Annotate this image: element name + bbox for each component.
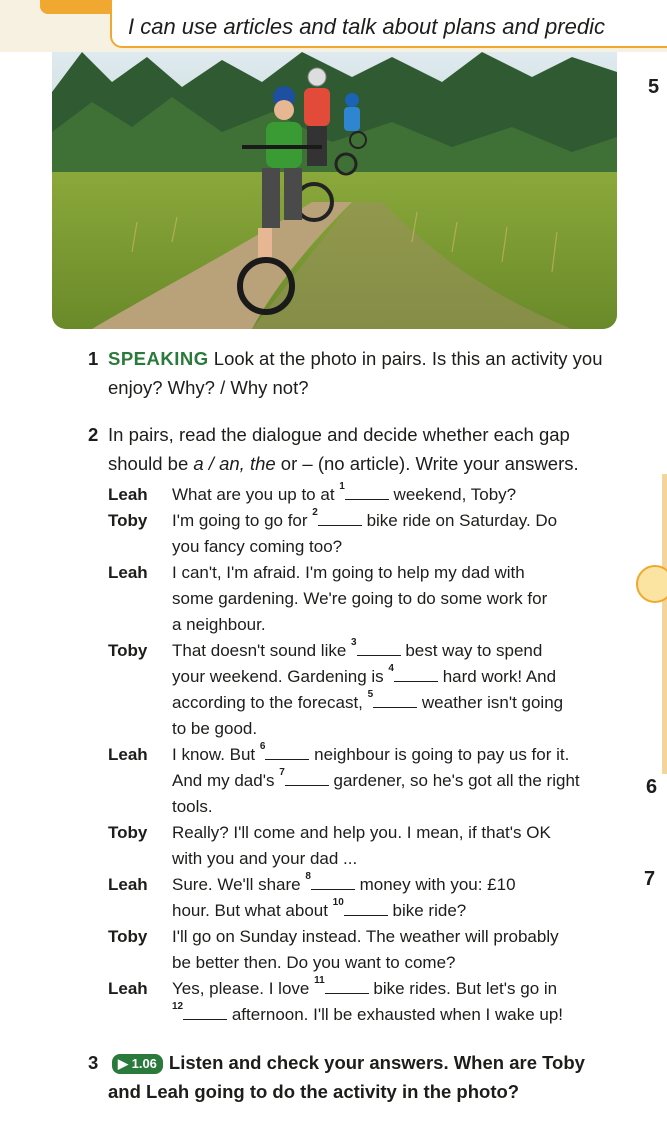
dialogue-line: And my dad's $^7$ gardener, so he's got all the right [172, 767, 580, 790]
dialogue-line: according to the forecast, $^5$ weather isn't going [172, 689, 564, 712]
speaker-name: Leah [108, 875, 148, 894]
dialogue-line: hour. But what about $^{10}$ bike ride? [172, 897, 467, 920]
exercise-3-number: 3 [88, 1052, 99, 1073]
dialogue-line: some gardening. We're going to do some work for [172, 589, 548, 608]
dialogue-line: Sure. We'll share $^8$ money with you: £10 [172, 871, 516, 894]
answer-gap[interactable] [183, 1003, 227, 1020]
gap-number: 3 [351, 637, 357, 648]
exercise-2-line-2: should be a / an, the or – (no article). Write your answers. [108, 453, 579, 474]
exercise-1-line-1: Look at the photo in pairs. Is this an activity you [213, 348, 603, 369]
dialogue-line: a neighbour. [172, 615, 266, 634]
speaker-name: Leah [108, 979, 148, 998]
dialogue-line: I can't, I'm afraid. I'm going to help my dad with [172, 563, 525, 582]
gap-number: 1 [339, 481, 345, 492]
exercise-3-line-2: and Leah going to do the activity in the photo? [108, 1081, 520, 1102]
answer-gap[interactable] [311, 873, 355, 890]
side-number-7: 7 [644, 868, 656, 890]
gap-number: 10 [332, 897, 344, 908]
exercise-3-line-1: Listen and check your answers. When are Toby [168, 1052, 585, 1073]
exercise-1 [88, 344, 603, 402]
answer-gap[interactable] [373, 691, 417, 708]
speaker-name: Toby [108, 641, 148, 660]
gap-number: 2 [312, 507, 318, 518]
answer-gap[interactable] [325, 977, 369, 994]
speaker-name: Toby [108, 511, 148, 530]
audio-track-badge[interactable]: ▶ 1.06 [112, 1054, 163, 1074]
gap-number: 11 [314, 975, 325, 986]
dialogue-line: Really? I'll come and help you. I mean, if that's OK [172, 823, 551, 842]
exercise-1-number: 1 [88, 348, 99, 369]
cycling-photo [52, 52, 617, 329]
answer-gap[interactable] [318, 509, 362, 526]
gap-number: 6 [259, 741, 266, 752]
answer-gap[interactable] [265, 743, 309, 760]
dialogue-line: I'm going to go for $^2$ bike ride on Saturday. Do [172, 507, 558, 530]
exercise-2-number: 2 [88, 424, 99, 445]
answer-gap[interactable] [344, 899, 388, 916]
answer-gap[interactable] [285, 769, 329, 786]
speaker-name: Toby [108, 927, 148, 946]
lesson-objective: I can use articles and talk about plans and predic [128, 14, 605, 39]
dialogue-line: you fancy coming too? [172, 537, 343, 556]
speaker-name: Leah [108, 485, 148, 504]
side-panel-edge [662, 474, 667, 774]
dialogue-line: be better then. Do you want to come? [172, 953, 456, 972]
dialogue-line: tools. [172, 797, 213, 816]
dialogue-line: What are you up to at $^1$ weekend, Toby? [172, 481, 517, 504]
dialogue-line: I'll go on Sunday instead. The weather will probably [172, 927, 559, 946]
dialogue-line: $^{12}$ afternoon. I'll be exhausted when I wake up! [172, 1001, 564, 1024]
dialogue-line: I know. But $^6$ neighbour is going to pay us for it. [172, 741, 570, 764]
gap-number: 4 [388, 663, 394, 674]
gap-number: 12 [172, 1001, 184, 1012]
exercise-1-line-2: enjoy? Why? / Why not? [108, 377, 309, 398]
dialogue-line: to be good. [172, 719, 258, 738]
gap-number: 8 [305, 871, 311, 882]
answer-gap[interactable] [394, 665, 438, 682]
gap-number: 7 [279, 767, 285, 778]
exercise-2-line-1: In pairs, read the dialogue and decide whether each gap [108, 424, 570, 445]
exercise-2 [88, 420, 579, 478]
answer-gap[interactable] [357, 639, 401, 656]
lightbulb-tip-icon [636, 565, 667, 603]
dialogue-line: That doesn't sound like $^3$ best way to spend [172, 637, 543, 660]
dialogue-line: Yes, please. I love $^{11}$ bike rides. But let's go in [172, 975, 558, 998]
speaker-name: Leah [108, 745, 148, 764]
speaker-name: Toby [108, 823, 148, 842]
dialogue-line: with you and your dad ... [172, 849, 358, 868]
answer-gap[interactable] [345, 483, 389, 500]
dialogue-line: your weekend. Gardening is $^4$ hard work! And [172, 663, 557, 686]
gap-number: 5 [367, 689, 374, 700]
exercise-3 [88, 1048, 585, 1106]
side-number-5: 5 [648, 76, 660, 98]
speaking-tag: SPEAKING [108, 348, 209, 369]
side-number-6: 6 [646, 776, 658, 798]
speaker-name: Leah [108, 563, 148, 582]
